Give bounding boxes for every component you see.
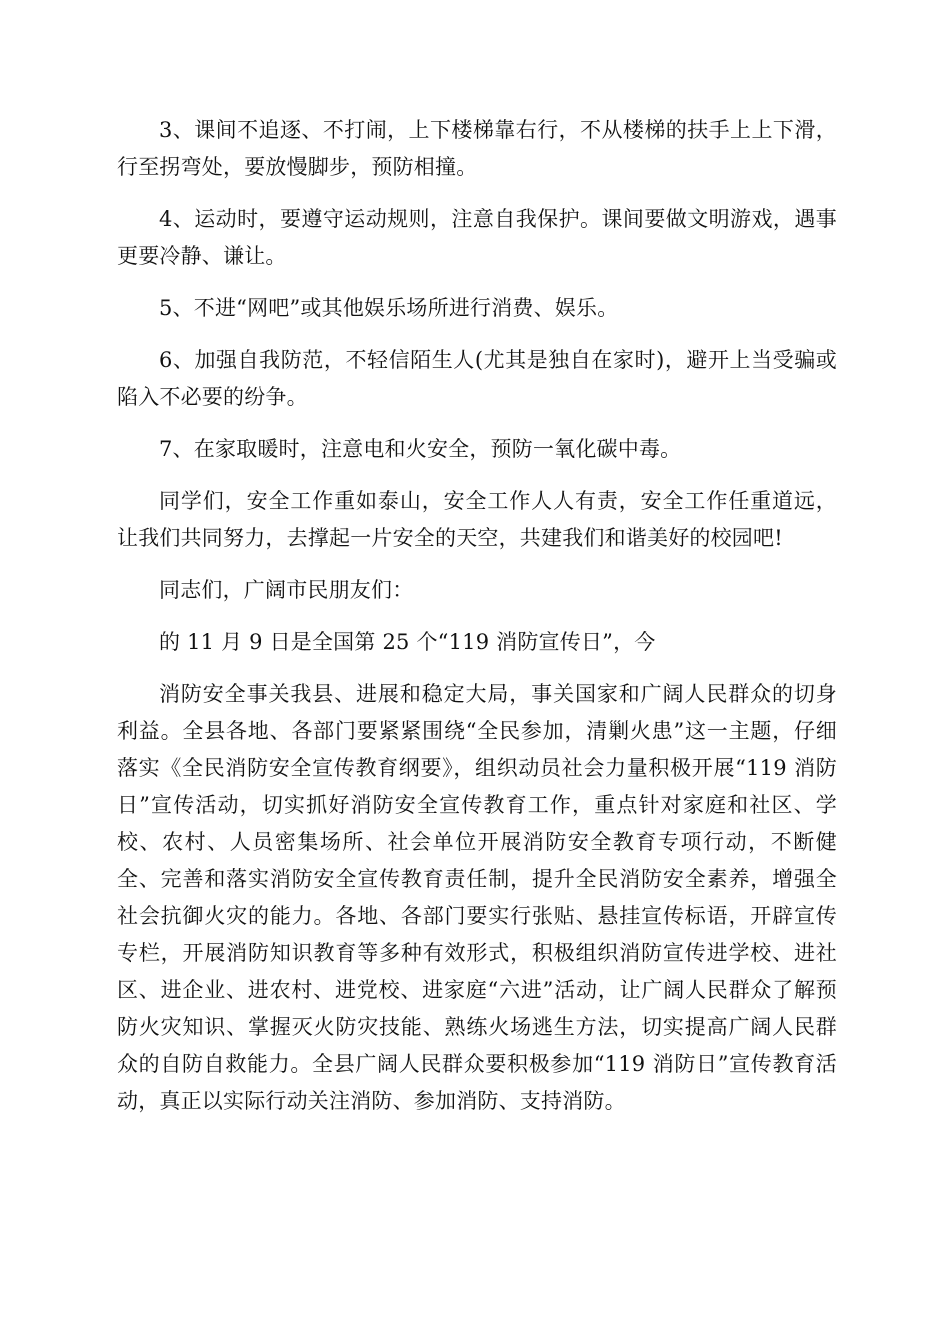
paragraph-closing-call: 同学们，安全工作重如泰山，安全工作人人有责，安全工作任重道远，让我们共同努力，去撑起一片安全的天空，共建我们和谐美好的校园吧! [117, 489, 837, 550]
paragraph-rule-7: 7、在家取暖时，注意电和火安全，预防一氧化碳中毒。 [159, 437, 682, 461]
paragraph-rule-6: 6、加强自我防范，不轻信陌生人(尤其是独自在家时)，避开上当受骗或陷入不必要的纷争。 [117, 348, 837, 409]
paragraph-fire-day-intro: 的 11 月 9 日是全国第 25 个“119 消防宣传日”，今 [159, 630, 656, 654]
paragraph-salutation: 同志们，广阔市民朋友们： [159, 578, 414, 602]
document-body [117, 112, 837, 1135]
paragraph-fire-safety-body: 消防安全事关我县、进展和稳定大局，事关国家和广阔人民群众的切身利益。全县各地、各部门要紧紧围绕“全民参加，清剿火患”这一主题，仔细落实《全民消防安全宣传教育纲要》，组织动员社会力量积极开展“119 消防日”宣传活动，切实抓好消防安全宣传教育工作，重点针对家庭和社区、学校、农村、人员密集场所、社会单位开展消防安全教育专项行动，不断健全、完善和落实消防安全宣传教育责任制，提升全民消防安全素养，增强全社会抗御火灾的能力。各地、各部门要实行张贴、悬挂宣传标语，开辟宣传专栏，开展消防知识教育等多种有效形式，积极组织消防宣传进学校、进社区、进企业、进农村、进党校、进家庭“六进”活动，让广阔人民群众了解预防火灾知识、掌握灭火防灾技能、熟练火场逃生方法，切实提高广阔人民群众的自防自救能力。全县广阔人民群众要积极参加“119 消防日”宣传教育活动，真正以实际行动关注消防、参加消防、支持消防。 [117, 682, 837, 1113]
paragraph-rule-3: 3、课间不追逐、不打闹，上下楼梯靠右行，不从楼梯的扶手上上下滑，行至拐弯处，要放慢脚步，预防相撞。 [117, 118, 837, 179]
paragraph-rule-5: 5、不进“网吧”或其他娱乐场所进行消费、娱乐。 [159, 296, 619, 320]
paragraph-rule-4: 4、运动时，要遵守运动规则，注意自我保护。课间要做文明游戏，遇事更要冷静、谦让。 [117, 207, 837, 268]
